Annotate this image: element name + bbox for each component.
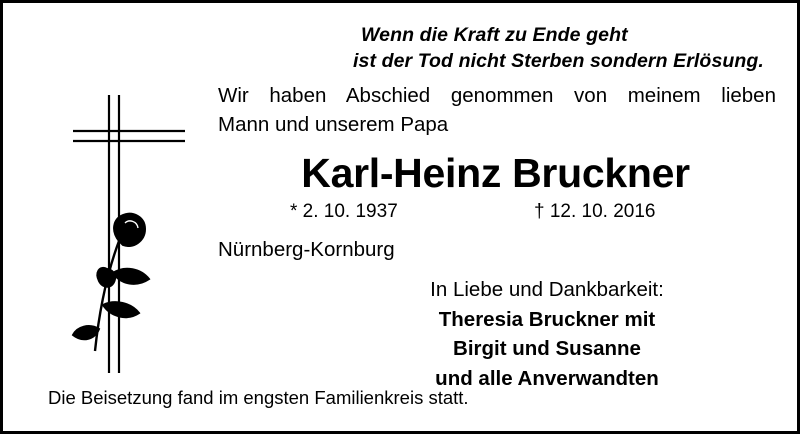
place-of-residence: Nürnberg-Kornburg — [218, 238, 395, 261]
intro-text — [218, 81, 776, 139]
verse — [353, 23, 783, 75]
verse-line-1: Wenn die Kraft zu Ende geht — [361, 24, 628, 46]
intro-line-1: Wir haben Abschied genommen von meinem lieben — [218, 84, 776, 107]
survivor-line-2: Birgit und Susanne — [453, 337, 641, 361]
life-dates — [218, 201, 778, 223]
verse-line-2: ist der Tod nicht Sterben sondern Erlösung. — [353, 49, 764, 72]
burial-note: Die Beisetzung fand im engsten Familienkreis statt. — [48, 387, 469, 408]
closing-lead: In Liebe und Dankbarkeit: — [430, 278, 664, 301]
death-date: † 12. 10. 2016 — [534, 201, 656, 222]
survivor-line-1: Theresia Bruckner mit — [438, 307, 656, 331]
rose-icon — [73, 214, 149, 351]
deceased-name: Karl-Heinz Bruckner — [301, 150, 690, 196]
birth-date: * 2. 10. 1937 — [290, 201, 398, 222]
survivor-line-3: und alle Anverwandten — [435, 367, 659, 391]
closing-block — [337, 275, 757, 394]
intro-line-2: Mann und unserem Papa — [218, 113, 449, 137]
cross-and-rose-emblem — [33, 73, 193, 393]
